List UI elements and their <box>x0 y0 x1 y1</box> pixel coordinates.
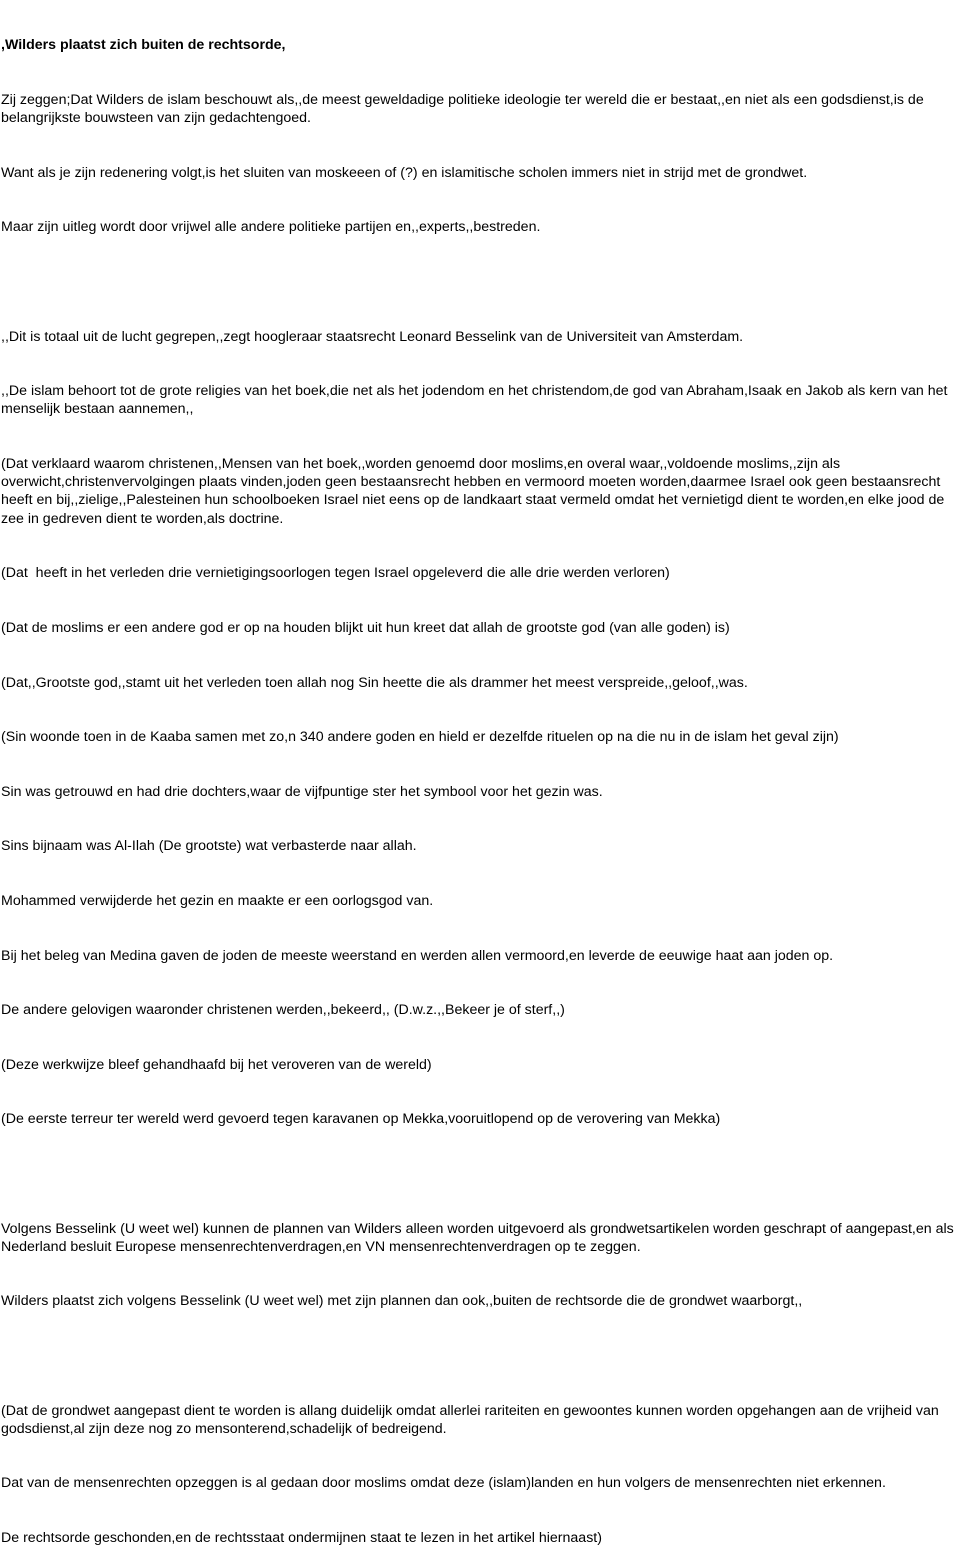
paragraph-line: (Deze werkwijze bleef gehandhaafd bij het veroveren van de wereld) <box>1 1056 432 1073</box>
paragraph-line: (Sin woonde toen in de Kaaba samen met zo,n 340 andere goden en hield er dezelfde rituelen op na die nu in de islam het geval zijn) <box>1 729 839 746</box>
paragraph-line: Maar zijn uitleg wordt door vrijwel alle andere politieke partijen en,,experts,,bestreden. <box>1 219 541 236</box>
paragraph-line: Want als je zijn redenering volgt,is het sluiten van moskeeen of (?) en islamitische scholen immers niet in strijd met de grondwet. <box>1 164 808 181</box>
paragraph-line: De rechtsorde geschonden,en de rechtsstaat ondermijnen staat te lezen in het artikel hiernaast) <box>1 1530 602 1547</box>
paragraph-line: (Dat verklaard waarom christenen,,Mensen van het boek,,worden genoemd door moslims,en overal waar,,voldoende moslims,,zijn als overwicht,christenvervolgingen plaats vinden,joden geen bestaansrecht hebben en vermoord moeten worden,daarmee Israel ook geen bestaansrecht heeft en bij,,zielige,,Palesteinen hun schoolboeken Israel niet eens op de landkaart staat vermeld omdat het vernietigd dient te worden,en elke jood de zee in gedreven dient te worden,als doctrine. <box>1 456 949 527</box>
paragraph-line: (Dat de grondwet aangepast dient te worden is allang duidelijk omdat allerlei rariteiten en gewoontes kunnen worden opgehangen aan de vrijheid van godsdienst,al zijn deze nog zo mensonterend,schadelijk of bedreigend. <box>1 1402 943 1437</box>
paragraph-line: ,,Dit is totaal uit de lucht gegrepen,,zegt hoogleraar staatsrecht Leonard Besselink van de Universiteit van Amsterdam. <box>1 328 744 345</box>
paragraph-line: Zij zeggen;Dat Wilders de islam beschouwt als,,de meest geweldadige politieke ideologie ter wereld die er bestaat,,en niet als een godsdienst,is de belangrijkste bouwsteen van zijn gedachtengoed. <box>1 92 928 127</box>
paragraph-line: Dat van de mensenrechten opzeggen is al gedaan door moslims omdat deze (islam)landen en hun volgers de mensenrechten niet erkennen. <box>1 1475 886 1492</box>
paragraph-line: Mohammed verwijderde het gezin en maakte er een oorlogsgod van. <box>1 892 434 909</box>
blank-line <box>1 1347 954 1365</box>
paragraph-line: (Dat heeft in het verleden drie vernietigingsoorlogen tegen Israel opgeleverd die alle drie werden verloren) <box>1 565 670 582</box>
paragraph-line: ,,De islam behoort tot de grote religies van het boek,die net als het jodendom en het christendom,de god van Abraham,Isaak en Jakob als kern van het menselijk bestaan aannemen,, <box>1 383 952 418</box>
article-title: ,Wilders plaatst zich buiten de rechtsorde, <box>1 37 286 54</box>
blank-line <box>1 273 954 291</box>
paragraph-line: Bij het beleg van Medina gaven de joden de meeste weerstand en werden allen vermoord,en leverde de eeuwige haat aan joden op. <box>1 947 834 964</box>
paragraph-line: Wilders plaatst zich volgens Besselink (U weet wel) met zijn plannen dan ook,,buiten de rechtsorde die de grondwet waarborgt,, <box>1 1293 803 1310</box>
blank-line <box>1 1165 954 1183</box>
paragraph-line: Volgens Besselink (U weet wel) kunnen de plannen van Wilders alleen worden uitgevoerd als grondwetsartikelen worden geschrapt of aangepast,en als Nederland besluit Europese mensenrechtenverdragen,en VN mensenrechtenverdragen op te zeggen. <box>1 1220 954 1255</box>
paragraph-line: Sins bijnaam was Al-Ilah (De grootste) wat verbasterde naar allah. <box>1 838 417 855</box>
paragraph-line: (Dat de moslims er een andere god er op na houden blijkt uit hun kreet dat allah de grootste god (van alle goden) is) <box>1 619 730 636</box>
paragraph-line: (De eerste terreur ter wereld werd gevoerd tegen karavanen op Mekka,vooruitlopend op de verovering van Mekka) <box>1 1111 721 1128</box>
paragraph-line: De andere gelovigen waaronder christenen werden,,bekeerd,, (D.w.z.,,Bekeer je of sterf,,) <box>1 1002 565 1019</box>
paragraph-line: (Dat,,Grootste god,,stamt uit het verleden toen allah nog Sin heette die als drammer het meest verspreide,,geloof,,was. <box>1 674 748 691</box>
paragraph-line: Sin was getrouwd en had drie dochters,waar de vijfpuntige ster het symbool voor het gezin was. <box>1 783 603 800</box>
